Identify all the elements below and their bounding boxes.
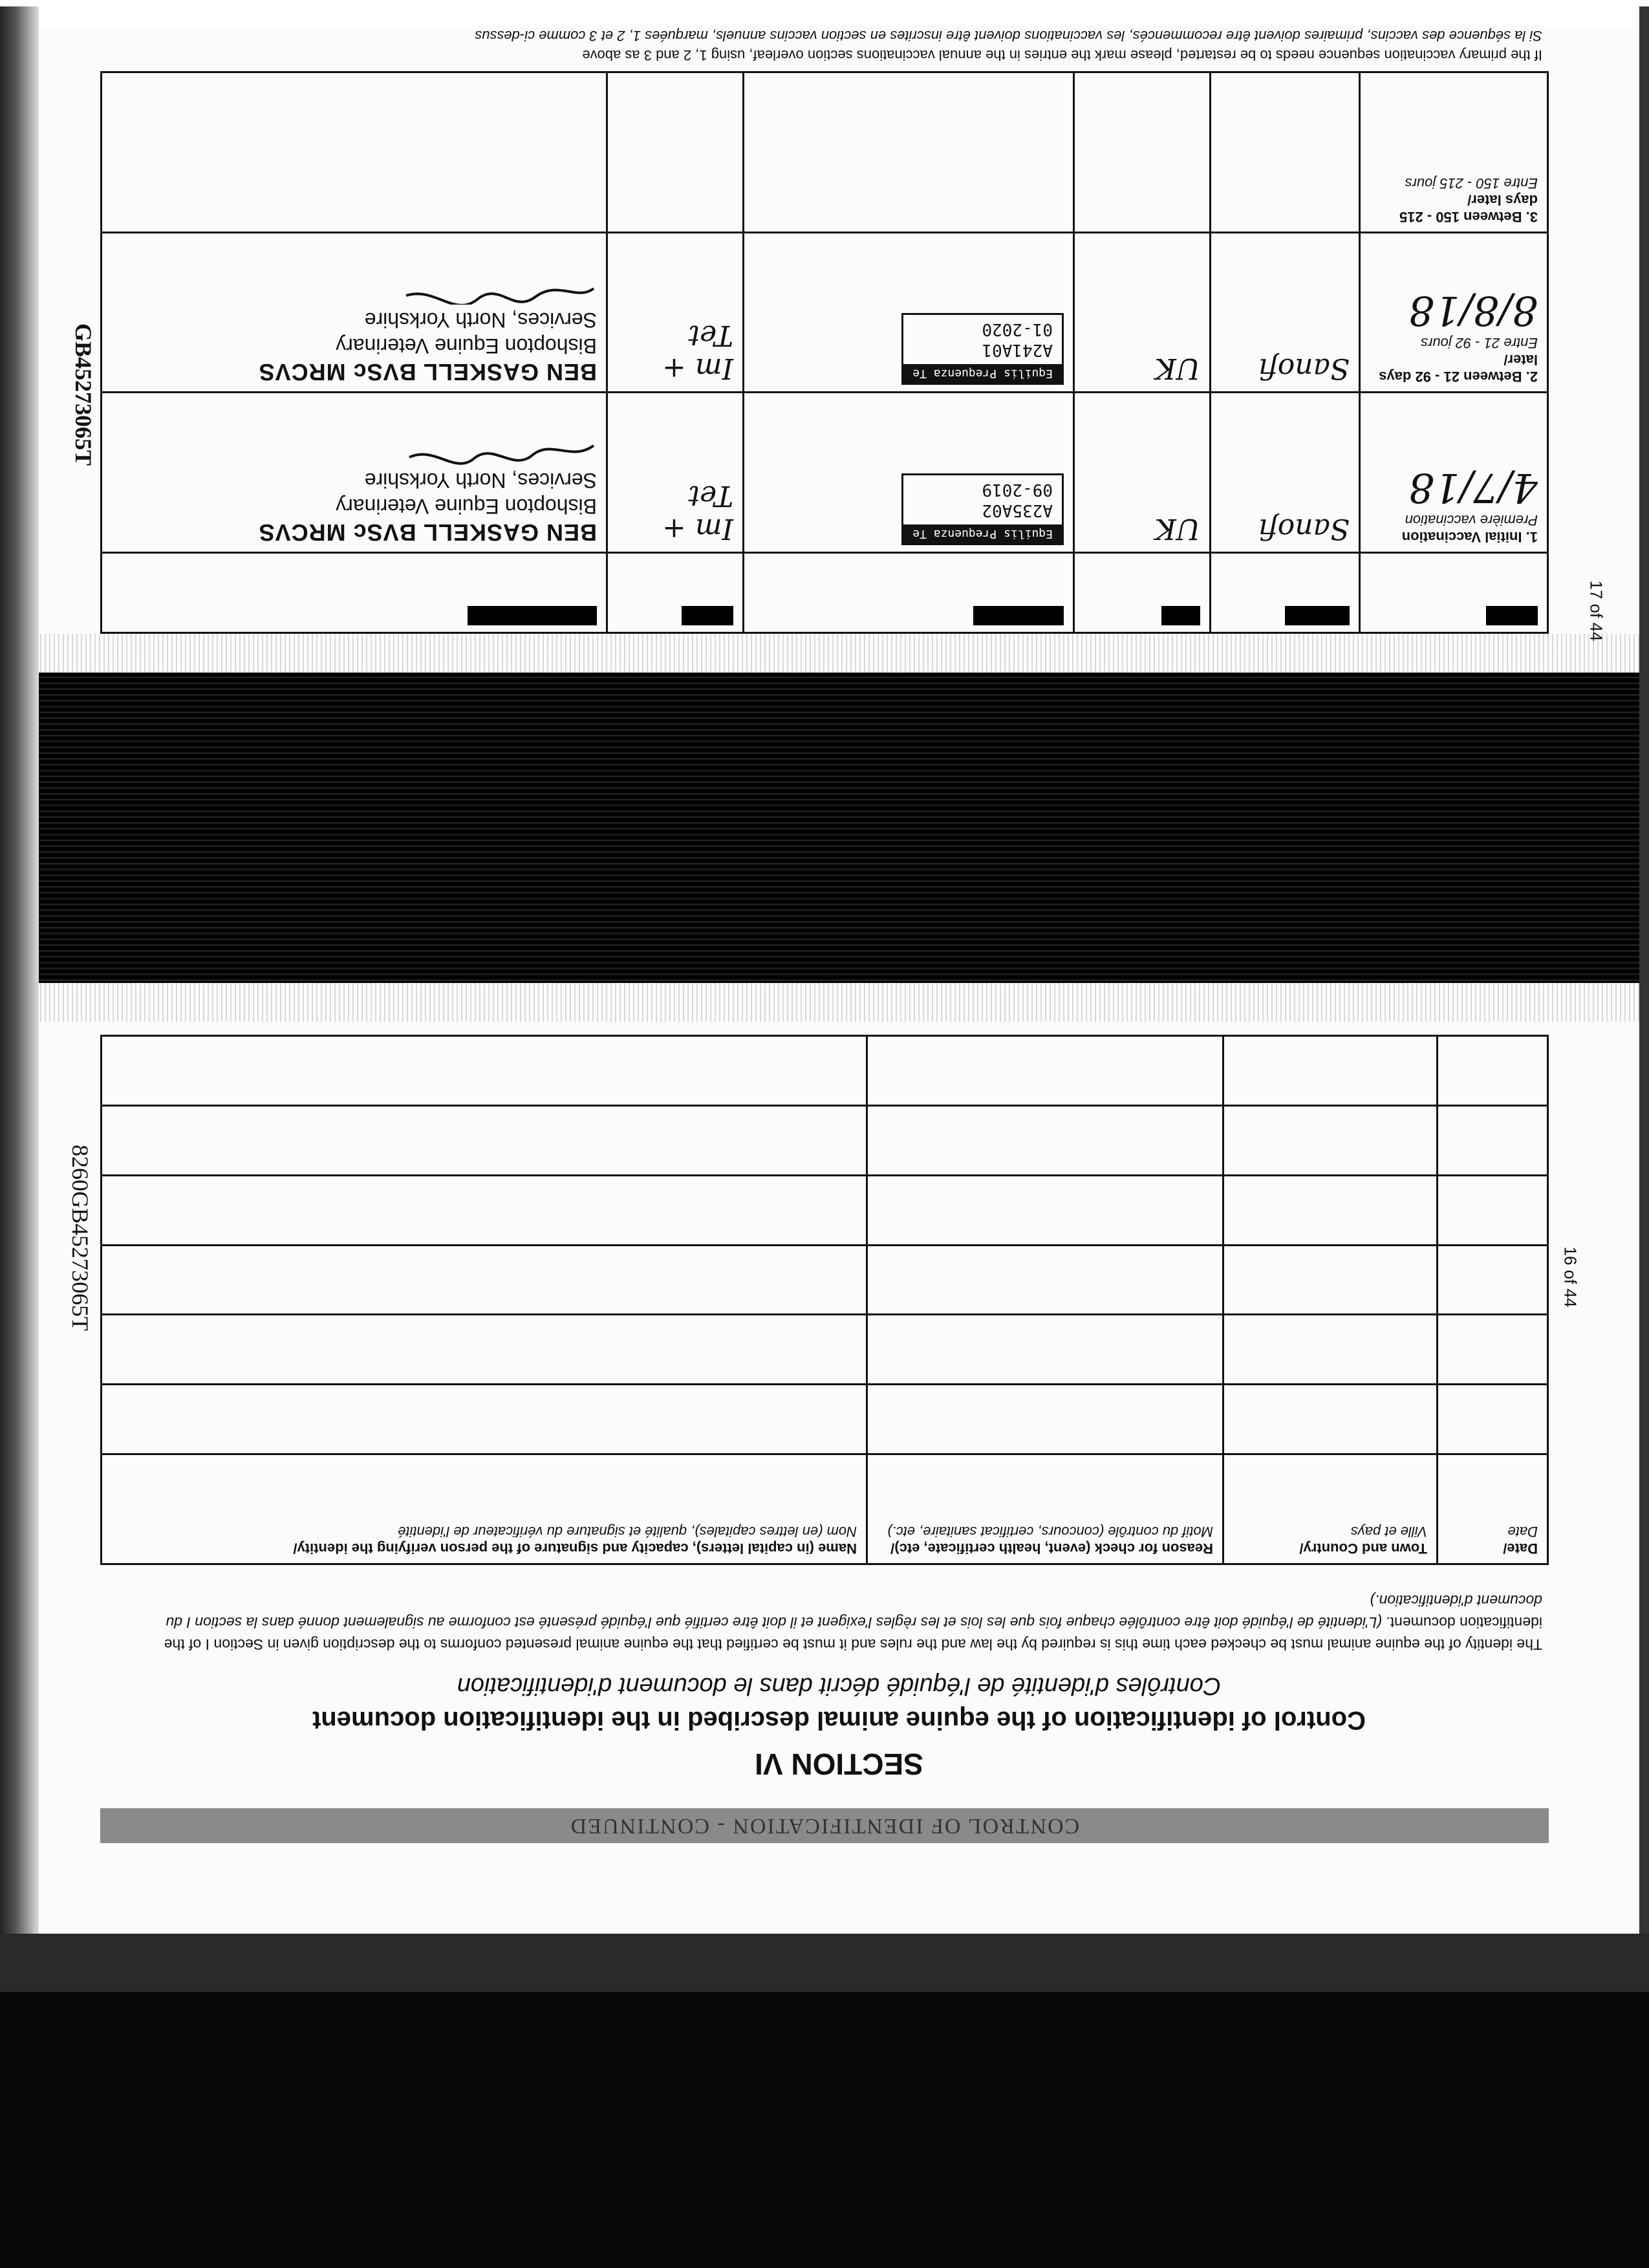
primary-vaccination-table <box>100 71 1549 634</box>
country: UK <box>1155 352 1200 385</box>
route: Im + Tet <box>662 319 733 385</box>
table-row: 3. Between 150 - 215 days later/ Entre 150 - 215 jours <box>102 72 1548 233</box>
scan-noise <box>39 983 1639 1022</box>
section-title: SECTION VI <box>755 1747 923 1781</box>
section-banner: CONTROL OF IDENTIFICATION - CONTINUED <box>100 1808 1549 1843</box>
passport-spread <box>39 26 1639 1940</box>
table-row <box>102 1105 1548 1175</box>
col-town-country: Town and Country/ Ville et pays <box>1223 1454 1438 1564</box>
col-reason: Reason for check (event, health certificate, etc)/ Motif du contrôle (concours, certificat sanitaire, etc.) <box>867 1454 1223 1564</box>
table-row <box>102 1245 1548 1315</box>
scan-dark-band <box>39 673 1639 983</box>
footnote-en: If the primary vaccination sequence needs to be restarted, please mark the entries in the annual vaccinations section overleaf, using 1, 2 and 3 as above <box>582 47 1542 63</box>
side-code: 8260GB45273065T <box>67 1145 93 1331</box>
vaccination-date: 8/8/18 <box>1408 287 1538 335</box>
table-row <box>102 1385 1548 1454</box>
page-number: 16 of 44 <box>1560 1246 1580 1308</box>
vaccine-sticker: Equilis Prequenza Te A241A01 01-2020 <box>901 313 1064 385</box>
vet-stamp: BEN GASKELL BVSc MRCVS Bishopton Equine Veterinary Services, North Yorkshire <box>111 270 597 385</box>
instructions-fr: (L'identité de l'équidé doit être contrôlée chaque fois que les lois et les règles l'exigent et il doit être certifié que l'équidé présenté est conforme au signalement donné dans la section I du document d'identification.) <box>166 1592 1542 1631</box>
table-row <box>102 1036 1548 1106</box>
scan-edge-left <box>0 6 39 1947</box>
table-row-redacted <box>102 553 1548 633</box>
identity-check-table <box>100 1035 1549 1565</box>
instructions-en: The identity of the equine animal must be checked each time this is required by the law and the rules and it must be certified that the equine animal presented conforms to the description given in Section I of the identification document. <box>164 1614 1542 1653</box>
control-title: Control of identification of the equine animal described in the identification document <box>312 1706 1366 1734</box>
signature-scribble <box>403 279 597 305</box>
vaccination-date: 4/7/18 <box>1408 464 1538 512</box>
footnote-fr: Si la séquence des vaccins, primaires doivent être recommencés, les vaccinations doivent être inscrites en section vaccins annuels, marquées 1, 2 et 3 comme ci-dessus <box>475 28 1542 44</box>
scan-bottom-band <box>0 1934 1649 1992</box>
instructions <box>107 1590 1542 1656</box>
footnote <box>107 26 1542 65</box>
page-17 <box>39 26 1639 983</box>
country: UK <box>1155 512 1200 546</box>
control-title-fr: Contrôles d'identité de l'équidé décrit dans le document d'identification <box>457 1672 1222 1700</box>
scan-edge-right <box>1639 6 1649 1947</box>
side-code: GB45273065T <box>70 323 96 466</box>
vet-stamp: BEN GASKELL BVSc MRCVS Bishopton Equine Veterinary Services, North Yorkshire <box>111 431 597 545</box>
table-row <box>102 1315 1548 1385</box>
signature-scribble <box>403 439 597 465</box>
table-row: 1. Initial Vaccination Première vaccination 4/7/18 Sanofi UK Equilis Prequenza Te A235A02 09-2019 Im + Tet BEN GASKELL BVSc MRCVS Bishopton Equine Veterinary Services, North Yorkshire <box>102 393 1548 553</box>
page-16 <box>39 983 1639 1940</box>
manufacturer: Sanofi <box>1258 352 1350 385</box>
col-date: Date/ Date <box>1438 1454 1548 1564</box>
page-number: 17 of 44 <box>1586 580 1606 642</box>
col-verifier: Name (in capital letters), capacity and signature of the person verifying the identity/ Nom (en lettres capitales), qualité et signature du vérificateur de l'identité <box>102 1454 867 1564</box>
scan-noise <box>39 634 1639 673</box>
vaccine-sticker: Equilis Prequenza Te A235A02 09-2019 <box>901 473 1064 545</box>
table-row: 2. Between 21 - 92 days later/ Entre 21 - 92 jours 8/8/18 Sanofi UK Equilis Prequenza Te A241A01 01-2020 Im + Tet BEN GASKELL BVSc MRCVS Bishopton Equine Veterinary Services, North Yorkshire <box>102 232 1548 393</box>
table-row <box>102 1175 1548 1245</box>
route: Im + Tet <box>662 479 733 546</box>
manufacturer: Sanofi <box>1258 512 1350 546</box>
scan-bottom-black <box>0 1992 1649 2268</box>
